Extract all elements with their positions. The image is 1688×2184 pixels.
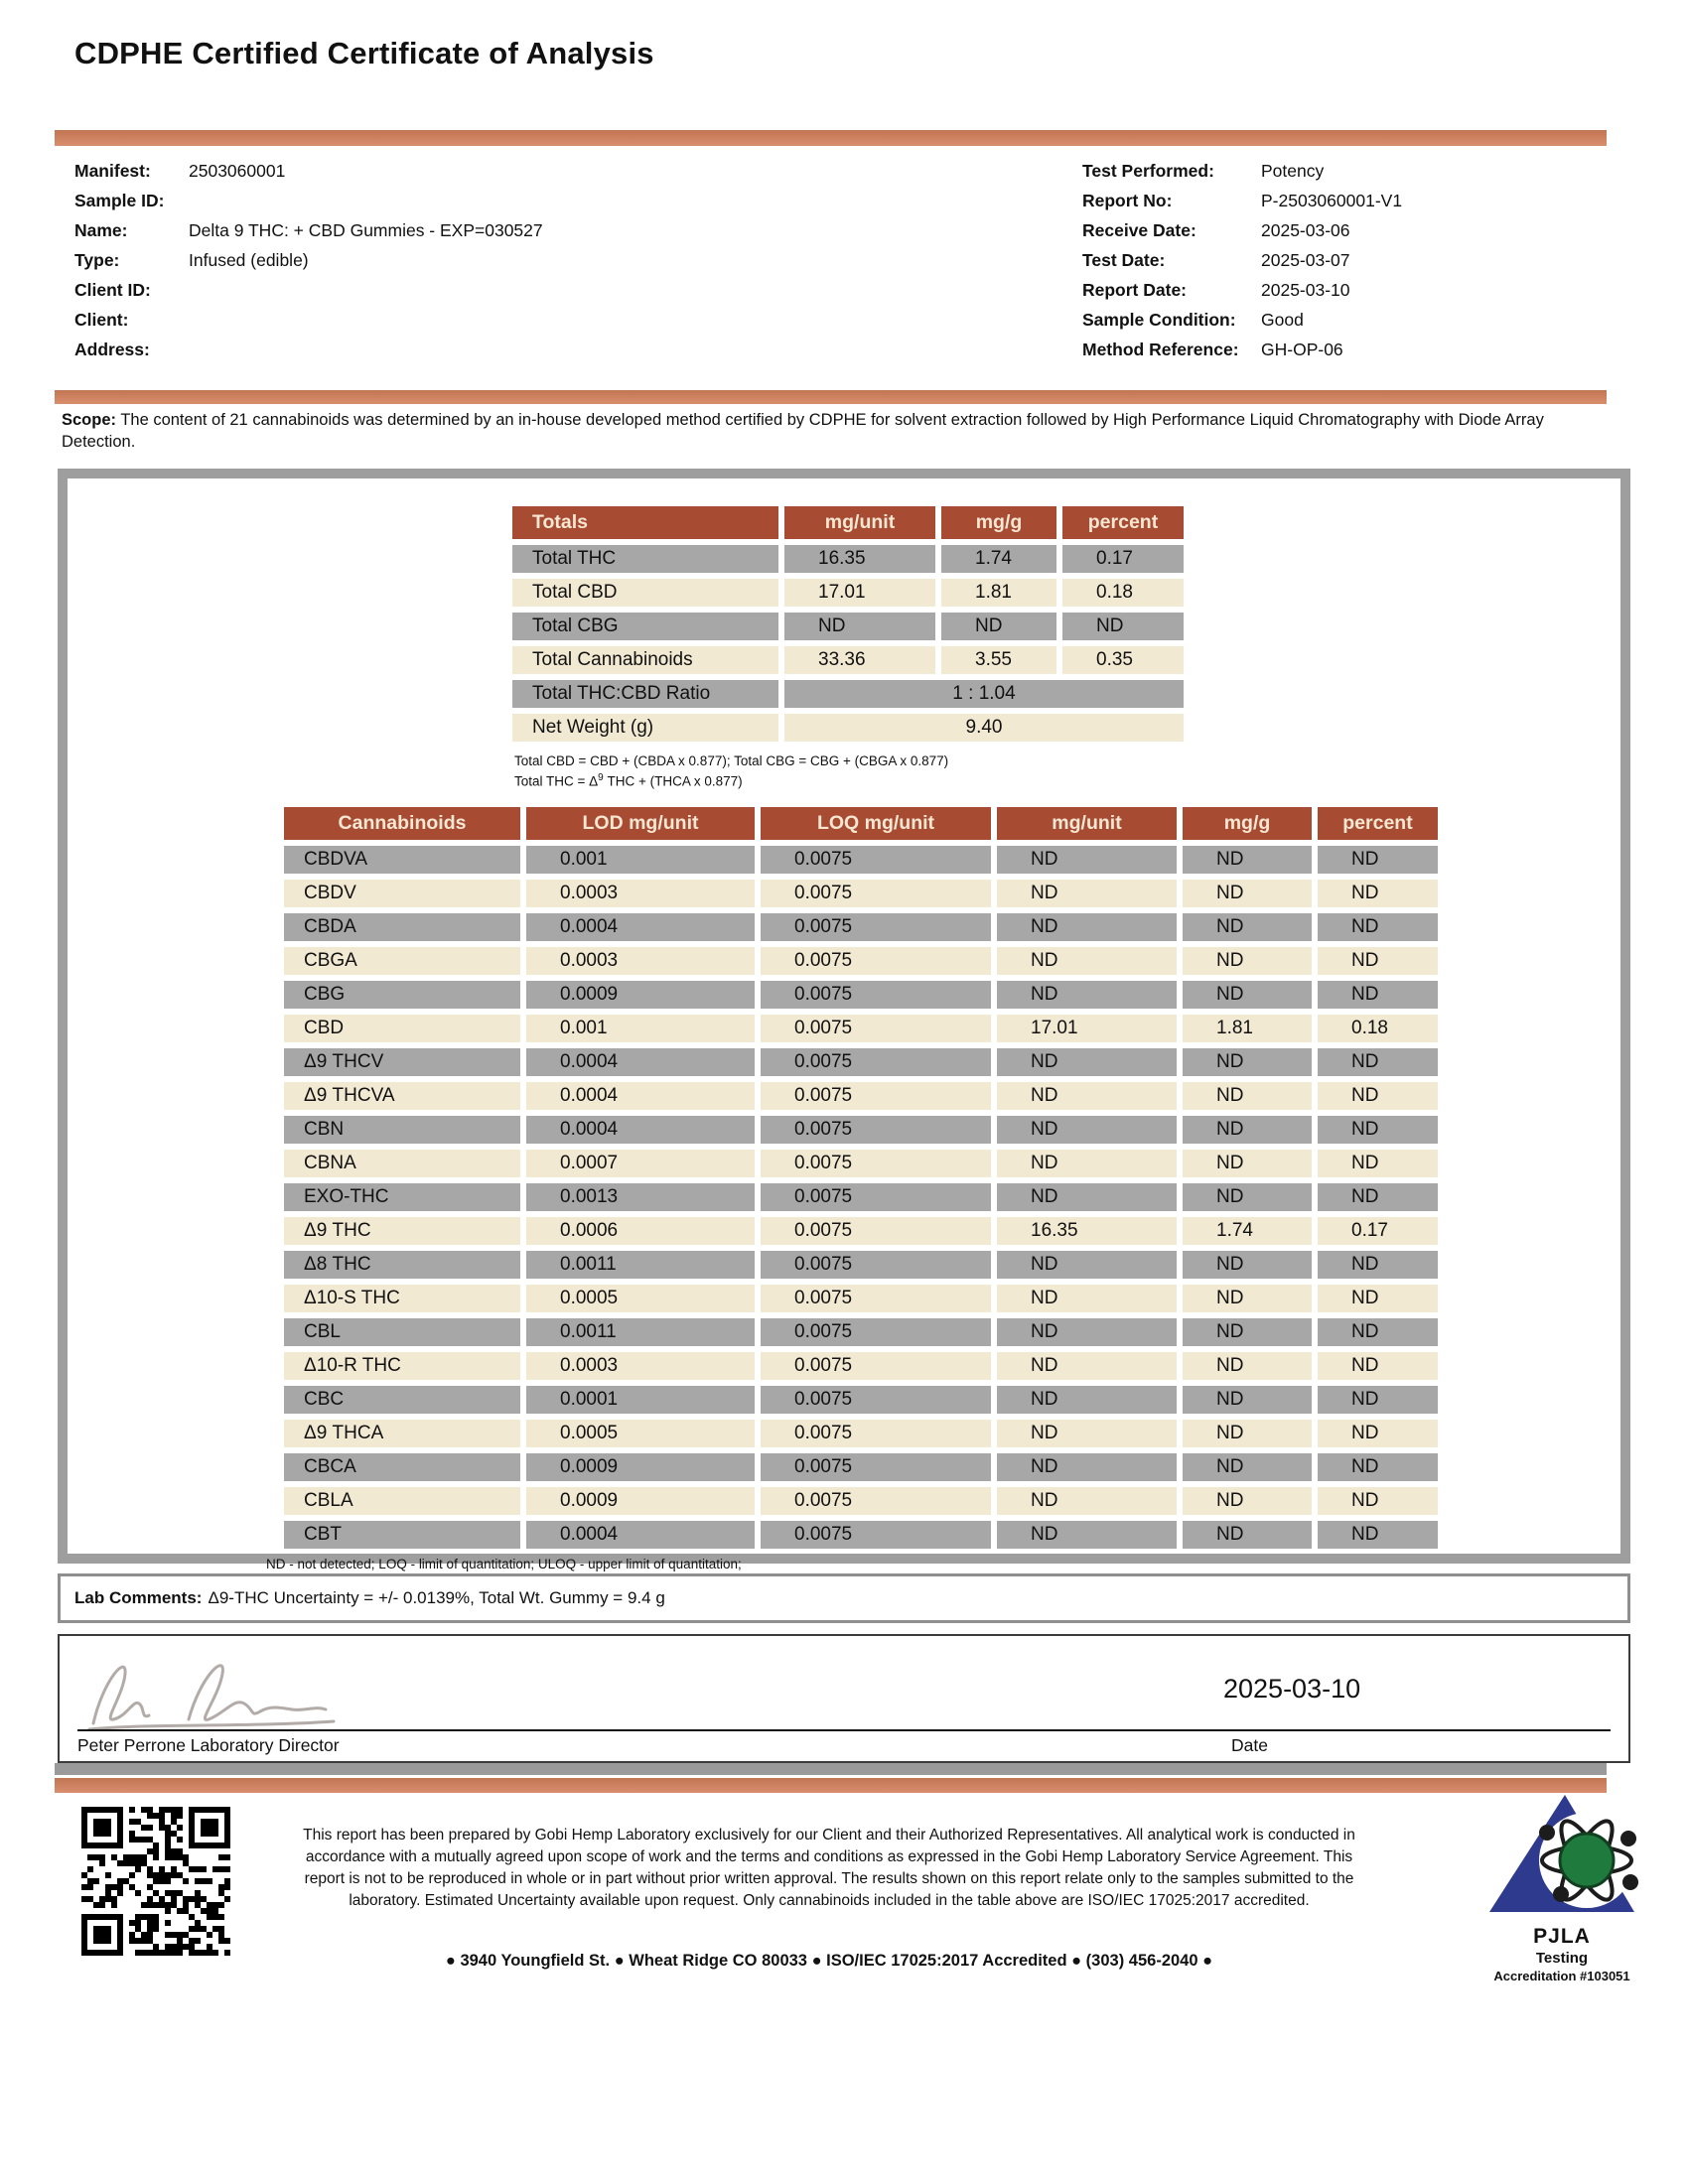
cannabinoid-row [284, 1420, 1438, 1447]
cannabinoid-percent: ND [1318, 1318, 1438, 1346]
cannabinoid-loq: 0.0075 [761, 1217, 991, 1245]
cannabinoid-row [284, 1251, 1438, 1279]
cannabinoid-mg-unit: ND [997, 1318, 1177, 1346]
lab-comments [58, 1573, 1630, 1623]
cannabinoid-name: Δ9 THCA [284, 1420, 520, 1447]
cannabinoid-mg-g: ND [1183, 1082, 1312, 1110]
cannabinoid-mg-g: ND [1183, 1386, 1312, 1414]
cannabinoid-percent: ND [1318, 1082, 1438, 1110]
totals-mg-g: 3.55 [941, 646, 1056, 674]
cannabinoids-table [278, 801, 1444, 1555]
cannabinoid-row [284, 1285, 1438, 1312]
totals-row-label: Total CBG [512, 613, 778, 640]
cannabinoid-lod: 0.001 [526, 1015, 755, 1042]
cannabinoid-row [284, 846, 1438, 874]
info-value: 2025-03-06 [1261, 220, 1350, 240]
cannabinoid-percent: ND [1318, 913, 1438, 941]
info-label: Test Date: [1082, 250, 1166, 270]
totals-footnote-1: Total CBD = CBD + (CBDA x 0.877); Total CBG = CBG + (CBGA x 0.877) [514, 753, 949, 768]
cannabinoid-name: CBDVA [284, 846, 520, 874]
net-weight-row [512, 714, 1184, 742]
cannabinoid-row [284, 1352, 1438, 1380]
info-row [74, 280, 543, 310]
cannabinoid-name: CBG [284, 981, 520, 1009]
cannabinoid-row [284, 981, 1438, 1009]
cannabinoid-name: Δ8 THC [284, 1251, 520, 1279]
cannabinoid-percent: ND [1318, 1183, 1438, 1211]
cannabinoid-mg-unit: ND [997, 913, 1177, 941]
sample-info-section [74, 161, 543, 369]
info-value: 2025-03-10 [1261, 280, 1350, 300]
cannabinoid-mg-g: ND [1183, 981, 1312, 1009]
cannabinoid-name: Δ10-R THC [284, 1352, 520, 1380]
cannabinoid-row [284, 947, 1438, 975]
accent-bar-scope [55, 390, 1607, 404]
pjla-testing: Testing [1535, 1950, 1589, 1967]
ratio-value: 1 : 1.04 [784, 680, 1184, 708]
info-row [1082, 310, 1402, 340]
cannabinoid-row [284, 1217, 1438, 1245]
cannabinoid-mg-unit: ND [997, 1420, 1177, 1447]
cannabinoid-lod: 0.0004 [526, 1116, 755, 1144]
totals-mg-unit: 17.01 [784, 579, 935, 607]
totals-table [506, 500, 1190, 748]
cannabinoid-loq: 0.0075 [761, 947, 991, 975]
signer-name: Peter Perrone Laboratory Director [77, 1735, 340, 1755]
totals-footnotes [514, 751, 1620, 791]
cannabinoid-loq: 0.0075 [761, 1082, 991, 1110]
cannabinoid-loq: 0.0075 [761, 1487, 991, 1515]
cannabinoid-lod: 0.0001 [526, 1386, 755, 1414]
cannabinoid-lod: 0.0003 [526, 1352, 755, 1380]
cannabinoid-percent: ND [1318, 1251, 1438, 1279]
cannabinoid-mg-unit: ND [997, 1386, 1177, 1414]
cannabinoid-loq: 0.0075 [761, 913, 991, 941]
cannabinoid-percent: ND [1318, 947, 1438, 975]
cannabinoid-mg-unit: ND [997, 1352, 1177, 1380]
cannabinoid-loq: 0.0075 [761, 1150, 991, 1177]
totals-header-cell: percent [1062, 506, 1184, 539]
cannabinoid-row [284, 1386, 1438, 1414]
disclaimer-text: This report has been prepared by Gobi Hemp Laboratory exclusively for our Client and their Authorized Representatives. All analytical work is conducted in accordance with a mutually agreed upon scope of work and the terms and conditions as expressed in the Gobi Hemp Laboratory Service Agreement. This report is not to be reproduced in whole or in part without prior written approval. The results shown on this report relate only to the samples submitted to the laboratory. Estimated Uncertainty available upon request. Only cannabinoids included in the table above are ISO/IEC 17025:2017 accredited. [303, 1827, 1355, 1909]
totals-mg-unit: 16.35 [784, 545, 935, 573]
cannabinoid-row [284, 913, 1438, 941]
info-row [1082, 220, 1402, 250]
cannabinoid-loq: 0.0075 [761, 1183, 991, 1211]
totals-percent: ND [1062, 613, 1184, 640]
totals-header-cell: mg/unit [784, 506, 935, 539]
cannabinoid-percent: ND [1318, 1521, 1438, 1549]
cannabinoid-mg-g: ND [1183, 1183, 1312, 1211]
cannabinoid-row [284, 1453, 1438, 1481]
cannabinoid-loq: 0.0075 [761, 1521, 991, 1549]
info-row [1082, 161, 1402, 191]
totals-mg-unit: ND [784, 613, 935, 640]
cannabinoid-lod: 0.0004 [526, 913, 755, 941]
cannabinoid-loq: 0.0075 [761, 1352, 991, 1380]
cannabinoid-percent: ND [1318, 1487, 1438, 1515]
cannabinoid-lod: 0.0009 [526, 1487, 755, 1515]
cannabinoid-percent: ND [1318, 1048, 1438, 1076]
ratio-label: Total THC:CBD Ratio [512, 680, 778, 708]
cannabinoid-name: Δ9 THC [284, 1217, 520, 1245]
info-label: Name: [74, 220, 128, 240]
cannabinoid-mg-g: ND [1183, 1116, 1312, 1144]
separator-bar [55, 1763, 1607, 1775]
cannabinoid-mg-unit: 17.01 [997, 1015, 1177, 1042]
cannabinoid-name: CBDA [284, 913, 520, 941]
pjla-name: PJLA [1533, 1925, 1591, 1948]
cannabinoids-header-row [284, 807, 1438, 840]
info-label: Report Date: [1082, 280, 1188, 300]
accent-bar-bottom [55, 1778, 1607, 1793]
cannabinoid-mg-unit: ND [997, 880, 1177, 907]
qr-code [81, 1807, 230, 1956]
cannabinoid-lod: 0.0011 [526, 1251, 755, 1279]
col-header-lod: LOD mg/unit [526, 807, 755, 840]
cannabinoid-mg-unit: ND [997, 947, 1177, 975]
pjla-accreditation: Accreditation #103051 [1493, 1969, 1630, 1983]
thc-cbd-ratio-row [512, 680, 1184, 708]
cannabinoid-mg-g: ND [1183, 1285, 1312, 1312]
cannabinoid-mg-g: ND [1183, 846, 1312, 874]
cannabinoid-name: CBC [284, 1386, 520, 1414]
totals-header-cell: Totals [512, 506, 778, 539]
signature-section [58, 1634, 1630, 1763]
info-row [1082, 191, 1402, 220]
signature-date: 2025-03-10 [1223, 1674, 1361, 1704]
info-value: Delta 9 THC: + CBD Gummies - EXP=030527 [189, 220, 543, 240]
accent-bar-top [55, 130, 1607, 146]
cannabinoid-loq: 0.0075 [761, 1015, 991, 1042]
totals-row-label: Total CBD [512, 579, 778, 607]
info-row [74, 161, 543, 191]
info-label: Manifest: [74, 161, 151, 181]
totals-row-label: Total THC [512, 545, 778, 573]
cannabinoid-row [284, 1048, 1438, 1076]
cannabinoid-mg-unit: ND [997, 1251, 1177, 1279]
info-label: Address: [74, 340, 150, 359]
results-container [58, 469, 1630, 1571]
cannabinoid-loq: 0.0075 [761, 1420, 991, 1447]
totals-mg-g: 1.81 [941, 579, 1056, 607]
cannabinoid-name: CBNA [284, 1150, 520, 1177]
cannabinoid-lod: 0.001 [526, 846, 755, 874]
cannabinoid-lod: 0.0004 [526, 1048, 755, 1076]
cannabinoid-loq: 0.0075 [761, 1318, 991, 1346]
cannabinoid-loq: 0.0075 [761, 1386, 991, 1414]
cannabinoid-mg-unit: ND [997, 1487, 1177, 1515]
cannabinoid-lod: 0.0009 [526, 1453, 755, 1481]
cannabinoid-mg-unit: ND [997, 981, 1177, 1009]
info-row [74, 340, 543, 369]
col-header-percent: percent [1318, 807, 1438, 840]
cannabinoid-percent: ND [1318, 846, 1438, 874]
cannabinoid-row [284, 1015, 1438, 1042]
cannabinoid-mg-unit: ND [997, 1082, 1177, 1110]
info-value: 2025-03-07 [1261, 250, 1350, 270]
cannabinoid-row [284, 1150, 1438, 1177]
cannabinoid-mg-unit: ND [997, 1453, 1177, 1481]
info-label: Receive Date: [1082, 220, 1196, 240]
scope-paragraph [62, 409, 1606, 454]
signature-line [77, 1729, 1611, 1731]
cannabinoid-lod: 0.0011 [526, 1318, 755, 1346]
info-label: Type: [74, 250, 120, 270]
cannabinoid-name: CBLA [284, 1487, 520, 1515]
info-label: Client ID: [74, 280, 151, 300]
info-row [74, 250, 543, 280]
cannabinoid-row [284, 1082, 1438, 1110]
totals-header-row [512, 506, 1184, 539]
info-value: GH-OP-06 [1261, 340, 1343, 359]
cannabinoid-lod: 0.0004 [526, 1521, 755, 1549]
cannabinoid-name: CBCA [284, 1453, 520, 1481]
date-label: Date [1231, 1735, 1268, 1755]
cannabinoid-name: CBGA [284, 947, 520, 975]
cannabinoid-mg-unit: ND [997, 846, 1177, 874]
info-row [74, 310, 543, 340]
cannabinoid-loq: 0.0075 [761, 981, 991, 1009]
col-header-mg-unit: mg/unit [997, 807, 1177, 840]
totals-row [512, 579, 1184, 607]
pjla-logo [1468, 1789, 1656, 1983]
totals-row [512, 545, 1184, 573]
totals-percent: 0.18 [1062, 579, 1184, 607]
info-value: Good [1261, 310, 1304, 330]
cannabinoid-mg-unit: ND [997, 1521, 1177, 1549]
signature-image [70, 1640, 367, 1731]
address-line: ● 3940 Youngfield St. ● Wheat Ridge CO 80033 ● ISO/IEC 17025:2017 Accredited ● (303) 456-2040 ● [445, 1952, 1213, 1970]
info-label: Sample Condition: [1082, 310, 1236, 330]
page-title: CDPHE Certified Certificate of Analysis [74, 36, 654, 70]
totals-header-cell: mg/g [941, 506, 1056, 539]
cannabinoid-mg-g: ND [1183, 1251, 1312, 1279]
cannabinoid-lod: 0.0005 [526, 1285, 755, 1312]
cannabinoid-lod: 0.0009 [526, 981, 755, 1009]
cannabinoid-mg-unit: ND [997, 1048, 1177, 1076]
cannabinoid-name: CBDV [284, 880, 520, 907]
pjla-logo-icon [1481, 1789, 1642, 1918]
cannabinoid-name: Δ10-S THC [284, 1285, 520, 1312]
totals-row [512, 646, 1184, 674]
totals-mg-g: ND [941, 613, 1056, 640]
cannabinoid-percent: ND [1318, 880, 1438, 907]
cannabinoid-row [284, 1487, 1438, 1515]
cannabinoid-mg-g: 1.74 [1183, 1217, 1312, 1245]
totals-footnote-2: Total THC = $\Delta^9$ THC + (THCA x 0.877) [514, 771, 743, 789]
cannabinoid-lod: 0.0007 [526, 1150, 755, 1177]
cannabinoid-loq: 0.0075 [761, 1453, 991, 1481]
cannabinoid-percent: 0.18 [1318, 1015, 1438, 1042]
lab-comments-text: Δ9-THC Uncertainty = +/- 0.0139%, Total Wt. Gummy = 9.4 g [208, 1588, 665, 1607]
cannabinoid-name: CBL [284, 1318, 520, 1346]
cannabinoid-mg-g: ND [1183, 1453, 1312, 1481]
cannabinoid-percent: ND [1318, 1352, 1438, 1380]
cannabinoid-loq: 0.0075 [761, 1116, 991, 1144]
cannabinoid-loq: 0.0075 [761, 880, 991, 907]
totals-percent: 0.35 [1062, 646, 1184, 674]
cannabinoid-mg-g: ND [1183, 1487, 1312, 1515]
cannabinoid-lod: 0.0003 [526, 880, 755, 907]
scope-text: The content of 21 cannabinoids was determined by an in-house developed method certified by CDPHE for solvent extraction followed by High Performance Liquid Chromatography with Diode Array Detection. [62, 411, 1544, 452]
cannabinoid-percent: ND [1318, 1420, 1438, 1447]
cannabinoid-mg-g: ND [1183, 1318, 1312, 1346]
info-label: Sample ID: [74, 191, 165, 210]
cannabinoid-lod: 0.0005 [526, 1420, 755, 1447]
totals-mg-g: 1.74 [941, 545, 1056, 573]
cannabinoid-lod: 0.0013 [526, 1183, 755, 1211]
info-label: Method Reference: [1082, 340, 1239, 359]
info-row [1082, 340, 1402, 369]
cannabinoid-loq: 0.0075 [761, 1251, 991, 1279]
cannabinoid-percent: ND [1318, 1453, 1438, 1481]
cannabinoid-mg-g: ND [1183, 1048, 1312, 1076]
col-header-cannabinoids: Cannabinoids [284, 807, 520, 840]
info-row [74, 191, 543, 220]
cannabinoid-name: Δ9 THCVA [284, 1082, 520, 1110]
cannabinoid-loq: 0.0075 [761, 846, 991, 874]
cannabinoid-percent: ND [1318, 1150, 1438, 1177]
cannabinoid-mg-g: ND [1183, 1521, 1312, 1549]
cannabinoid-percent: ND [1318, 1285, 1438, 1312]
cannabinoid-mg-unit: ND [997, 1285, 1177, 1312]
cannabinoid-row [284, 880, 1438, 907]
lab-comments-label: Lab Comments: [74, 1588, 203, 1607]
totals-row [512, 613, 1184, 640]
cannabinoid-percent: 0.17 [1318, 1217, 1438, 1245]
info-value: Potency [1261, 161, 1325, 181]
info-row [1082, 250, 1402, 280]
cannabinoid-mg-unit: ND [997, 1150, 1177, 1177]
cannabinoid-row [284, 1183, 1438, 1211]
cannabinoid-percent: ND [1318, 1116, 1438, 1144]
info-label: Client: [74, 310, 129, 330]
cannabinoid-mg-g: ND [1183, 947, 1312, 975]
cannabinoid-lod: 0.0003 [526, 947, 755, 975]
cannabinoid-percent: ND [1318, 1386, 1438, 1414]
cannabinoid-lod: 0.0006 [526, 1217, 755, 1245]
report-info-section [1082, 161, 1402, 369]
info-label: Report No: [1082, 191, 1173, 210]
cannabinoid-mg-g: ND [1183, 1150, 1312, 1177]
cannabinoid-percent: ND [1318, 981, 1438, 1009]
col-header-loq: LOQ mg/unit [761, 807, 991, 840]
info-row [74, 220, 543, 250]
totals-mg-unit: 33.36 [784, 646, 935, 674]
cannabinoid-mg-g: ND [1183, 1352, 1312, 1380]
cannabinoid-row [284, 1116, 1438, 1144]
cannabinoid-loq: 0.0075 [761, 1048, 991, 1076]
info-value: Infused (edible) [189, 250, 309, 270]
info-label: Test Performed: [1082, 161, 1214, 181]
cannabinoid-row [284, 1318, 1438, 1346]
cannabinoid-mg-unit: ND [997, 1116, 1177, 1144]
cannabinoid-name: Δ9 THCV [284, 1048, 520, 1076]
cannabinoid-mg-g: 1.81 [1183, 1015, 1312, 1042]
cannabinoid-mg-g: ND [1183, 880, 1312, 907]
info-row [1082, 280, 1402, 310]
col-header-mg-g: mg/g [1183, 807, 1312, 840]
cannabinoid-loq: 0.0075 [761, 1285, 991, 1312]
table-footnote: ND - not detected; LOQ - limit of quantitation; ULOQ - upper limit of quantitation; [266, 1556, 742, 1571]
scope-label: Scope: [62, 411, 117, 429]
cannabinoid-row [284, 1521, 1438, 1549]
info-value: P-2503060001-V1 [1261, 191, 1403, 210]
cannabinoid-name: CBN [284, 1116, 520, 1144]
totals-percent: 0.17 [1062, 545, 1184, 573]
info-value: 2503060001 [189, 161, 286, 181]
cannabinoid-lod: 0.0004 [526, 1082, 755, 1110]
cannabinoid-name: CBT [284, 1521, 520, 1549]
net-weight-label: Net Weight (g) [512, 714, 778, 742]
cannabinoid-name: CBD [284, 1015, 520, 1042]
cannabinoid-mg-g: ND [1183, 1420, 1312, 1447]
cannabinoid-mg-unit: 16.35 [997, 1217, 1177, 1245]
cannabinoid-mg-g: ND [1183, 913, 1312, 941]
cannabinoid-mg-unit: ND [997, 1183, 1177, 1211]
cannabinoid-name: EXO-THC [284, 1183, 520, 1211]
totals-row-label: Total Cannabinoids [512, 646, 778, 674]
net-weight-value: 9.40 [784, 714, 1184, 742]
